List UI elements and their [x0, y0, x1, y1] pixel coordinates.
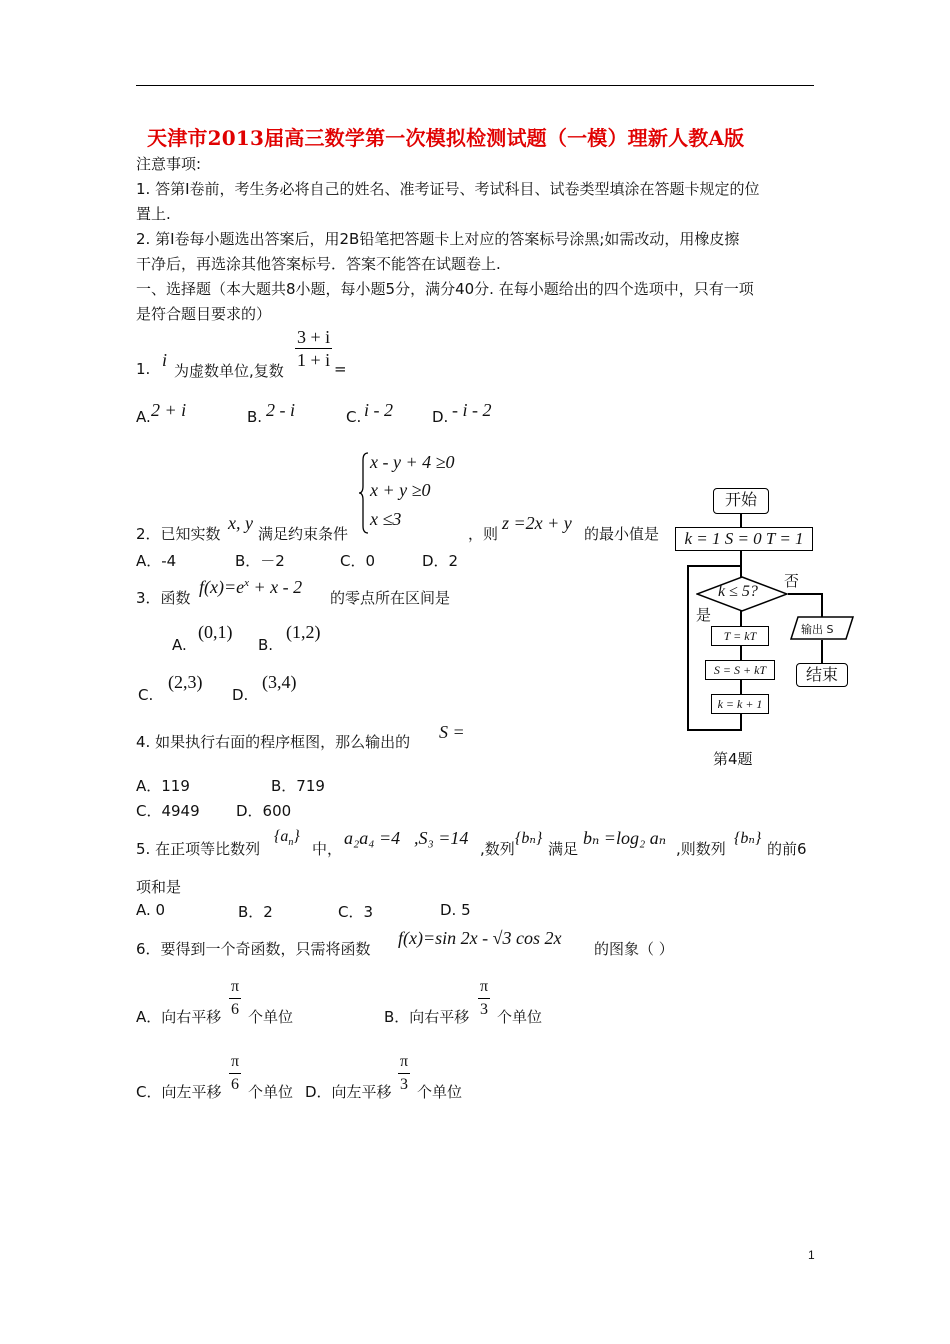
q1-opt-a-label: A.	[136, 408, 151, 426]
fc-line	[740, 514, 742, 527]
q5-text-b: 中，	[312, 840, 343, 858]
q6-func: f(x)=sin 2x - √3 cos 2x	[398, 928, 562, 948]
q6-opt-d-frac	[398, 1051, 410, 1096]
fc-line	[740, 611, 742, 626]
q1-opt-b: 2 - i	[266, 400, 295, 420]
page-title: 天津市2013届高三数学第一次模拟检测试题（一模）理新人教A版	[147, 126, 745, 150]
q1-opt-c: i - 2	[364, 400, 393, 420]
q5-text-a: 5. 在正项等比数列	[136, 840, 261, 858]
q6-text-b: 的图象（ ）	[594, 940, 674, 958]
q3-sup: x	[244, 577, 250, 589]
q6-opt-a-unit: 个单位	[248, 1008, 294, 1026]
q6-text-a: 6．要得到一个奇函数，只需将函数	[136, 940, 371, 958]
q1-text: 为虚数单位,复数	[174, 362, 284, 380]
q4-opt-c: C．4949	[136, 802, 200, 820]
q5-text-f: 的前6	[767, 840, 807, 858]
section-heading-a: 一、选择题（本大题共8小题，每小题5分，满分40分. 在每小题给出的四个选项中，只有一项	[136, 280, 754, 298]
q5-text-c: ,数列	[480, 840, 515, 858]
q3-opt-d-label: D.	[232, 686, 249, 704]
q6-opt-b-den: 3	[478, 998, 490, 1021]
fc-output: 输出 S	[801, 623, 834, 636]
q4-text: 4. 如果执行右面的程序框图，那么输出的	[136, 733, 411, 751]
q5-line-2: 项和是	[136, 878, 182, 896]
q2-opt-c: C．0	[340, 552, 376, 570]
q1-opt-b-label: B.	[247, 408, 263, 426]
q1-opt-a: 2 + i	[151, 400, 187, 420]
q2-text-b: 满足约束条件	[258, 525, 349, 543]
q3-fx: f(x)=e	[199, 577, 245, 597]
fc-line	[740, 646, 742, 660]
fc-init: k = 1 S = 0 T = 1	[675, 527, 813, 551]
q6-opt-a-frac	[229, 976, 241, 1021]
q3-opt-a: (0,1)	[198, 622, 233, 642]
q2-text-a: 2．已知实数	[136, 525, 221, 543]
q6-opt-b-label: B．向右平移	[384, 1008, 470, 1026]
fc-step-1: T = kT	[711, 626, 769, 646]
fc-no: 否	[784, 572, 800, 590]
q6-opt-c-label: C．向左平移	[136, 1083, 222, 1101]
q5-bn-2: {bₙ}	[734, 830, 762, 847]
fc-line	[687, 565, 741, 567]
fc-line	[740, 680, 742, 694]
notice-1a: 1. 答第Ⅰ卷前，考生务必将自己的姓名、准考证号、考试科目、试卷类型填涂在答题卡规定的位	[136, 180, 760, 198]
q6-opt-b-pi: π	[480, 978, 489, 995]
q2-constraint-1: x - y + 4 ≥0	[370, 452, 455, 472]
q5-opt-c: C．3	[338, 903, 374, 921]
fc-line	[687, 729, 742, 731]
page-number: 1	[808, 1248, 815, 1262]
fc-cond: k ≤ 5?	[718, 583, 758, 600]
q2-text-c: ，则	[468, 525, 499, 543]
q2-brace	[358, 452, 370, 534]
fc-start: 开始	[713, 488, 769, 514]
fc-step-3: k = k + 1	[711, 694, 769, 714]
q4-s: S =	[439, 722, 465, 742]
q6-opt-c-unit: 个单位	[248, 1083, 294, 1101]
q6-opt-a-label: A．向右平移	[136, 1008, 222, 1026]
q5-rel: bₙ =log₂ aₙ	[583, 828, 666, 848]
notice-2a: 2. 第Ⅰ卷每小题选出答案后，用2B铅笔把答题卡上对应的答案标号涂黑;如需改动，用橡皮擦	[136, 230, 740, 248]
q1-fraction	[295, 326, 332, 371]
q5-opt-b: B．2	[238, 903, 273, 921]
q3-opt-b-label: B.	[258, 636, 274, 654]
q4-opt-d: D．600	[236, 802, 292, 820]
notice-1b: 置上.	[136, 205, 171, 223]
q2-constraint-2: x + y ≥0	[370, 480, 431, 500]
q5-an-sub: n	[288, 837, 294, 849]
q1-opt-d: - i - 2	[452, 400, 492, 420]
q3-opt-a-label: A.	[172, 636, 187, 654]
fc-line	[687, 565, 689, 730]
q3-opt-c: (2,3)	[168, 672, 203, 692]
q2-vars: x, y	[228, 513, 253, 533]
q6-opt-d-pi: π	[400, 1053, 409, 1070]
q3-opt-c-label: C.	[138, 686, 154, 704]
q5-s3: ,S₃ =14	[414, 828, 469, 848]
q2-constraint-3: x ≤3	[370, 509, 402, 529]
q6-opt-d-unit: 个单位	[417, 1083, 463, 1101]
section-heading-b: 是符合题目要求的）	[136, 305, 272, 323]
q4-opt-a: A．119	[136, 777, 190, 795]
q2-objective: z =2x + y	[502, 513, 572, 533]
header-rule	[136, 85, 814, 86]
q6-opt-c-den: 6	[229, 1073, 241, 1096]
q5-bn: {bₙ}	[515, 830, 543, 847]
q1-opt-d-label: D.	[432, 408, 449, 426]
q5-opt-d: D. 5	[440, 901, 471, 919]
notice-2b: 干净后，再选涂其他答案标号．答案不能答在试题卷上.	[136, 255, 501, 273]
fc-line	[821, 593, 823, 617]
fc-line	[788, 593, 822, 595]
q6-opt-a-pi: π	[231, 978, 240, 995]
q1-opt-c-label: C.	[346, 408, 362, 426]
q4-caption: 第4题	[713, 750, 753, 768]
q1-eq: =	[334, 360, 347, 378]
fc-yes: 是	[696, 606, 712, 624]
fc-step-2: S = S + kT	[705, 660, 775, 680]
fc-end: 结束	[796, 663, 848, 687]
q6-opt-a-den: 6	[229, 998, 241, 1021]
q3-text-b: 的零点所在区间是	[330, 589, 451, 607]
q2-opt-b: B．－2	[235, 552, 285, 570]
q3-rest: + x - 2	[253, 577, 303, 597]
q5-text-d: 满足	[548, 840, 579, 858]
q5-an-close: }	[293, 828, 300, 845]
q2-opt-a: A．-4	[136, 552, 177, 570]
notice-heading: 注意事项:	[136, 155, 202, 173]
q1-var: i	[162, 350, 168, 370]
q3-text-a: 3．函数	[136, 589, 191, 607]
q6-opt-b-unit: 个单位	[497, 1008, 543, 1026]
q4-opt-b: B．719	[271, 777, 325, 795]
q5-opt-a: A. 0	[136, 901, 166, 919]
q3-opt-b: (1,2)	[286, 622, 321, 642]
q6-opt-d-label: D．向左平移	[305, 1083, 392, 1101]
q6-opt-c-frac	[229, 1051, 241, 1096]
q6-opt-d-den: 3	[398, 1073, 410, 1096]
q1-den: 1 + i	[297, 350, 331, 370]
fc-line	[740, 714, 742, 730]
q1-num: 3 + i	[297, 327, 331, 347]
q3-func	[199, 577, 302, 598]
q1-prefix: 1.	[136, 360, 151, 378]
fc-line	[821, 640, 823, 664]
q2-text-d: 的最小值是	[584, 525, 660, 543]
q5-text-e: ,则数列	[676, 840, 726, 858]
q3-opt-d: (3,4)	[262, 672, 297, 692]
q2-opt-d: D．2	[422, 552, 459, 570]
q6-opt-b-frac	[478, 976, 490, 1021]
q6-opt-c-pi: π	[231, 1053, 240, 1070]
q5-an-main: {a	[274, 828, 289, 845]
q5-cond: a₂a₄ =4	[344, 828, 401, 848]
q5-an	[274, 828, 300, 848]
